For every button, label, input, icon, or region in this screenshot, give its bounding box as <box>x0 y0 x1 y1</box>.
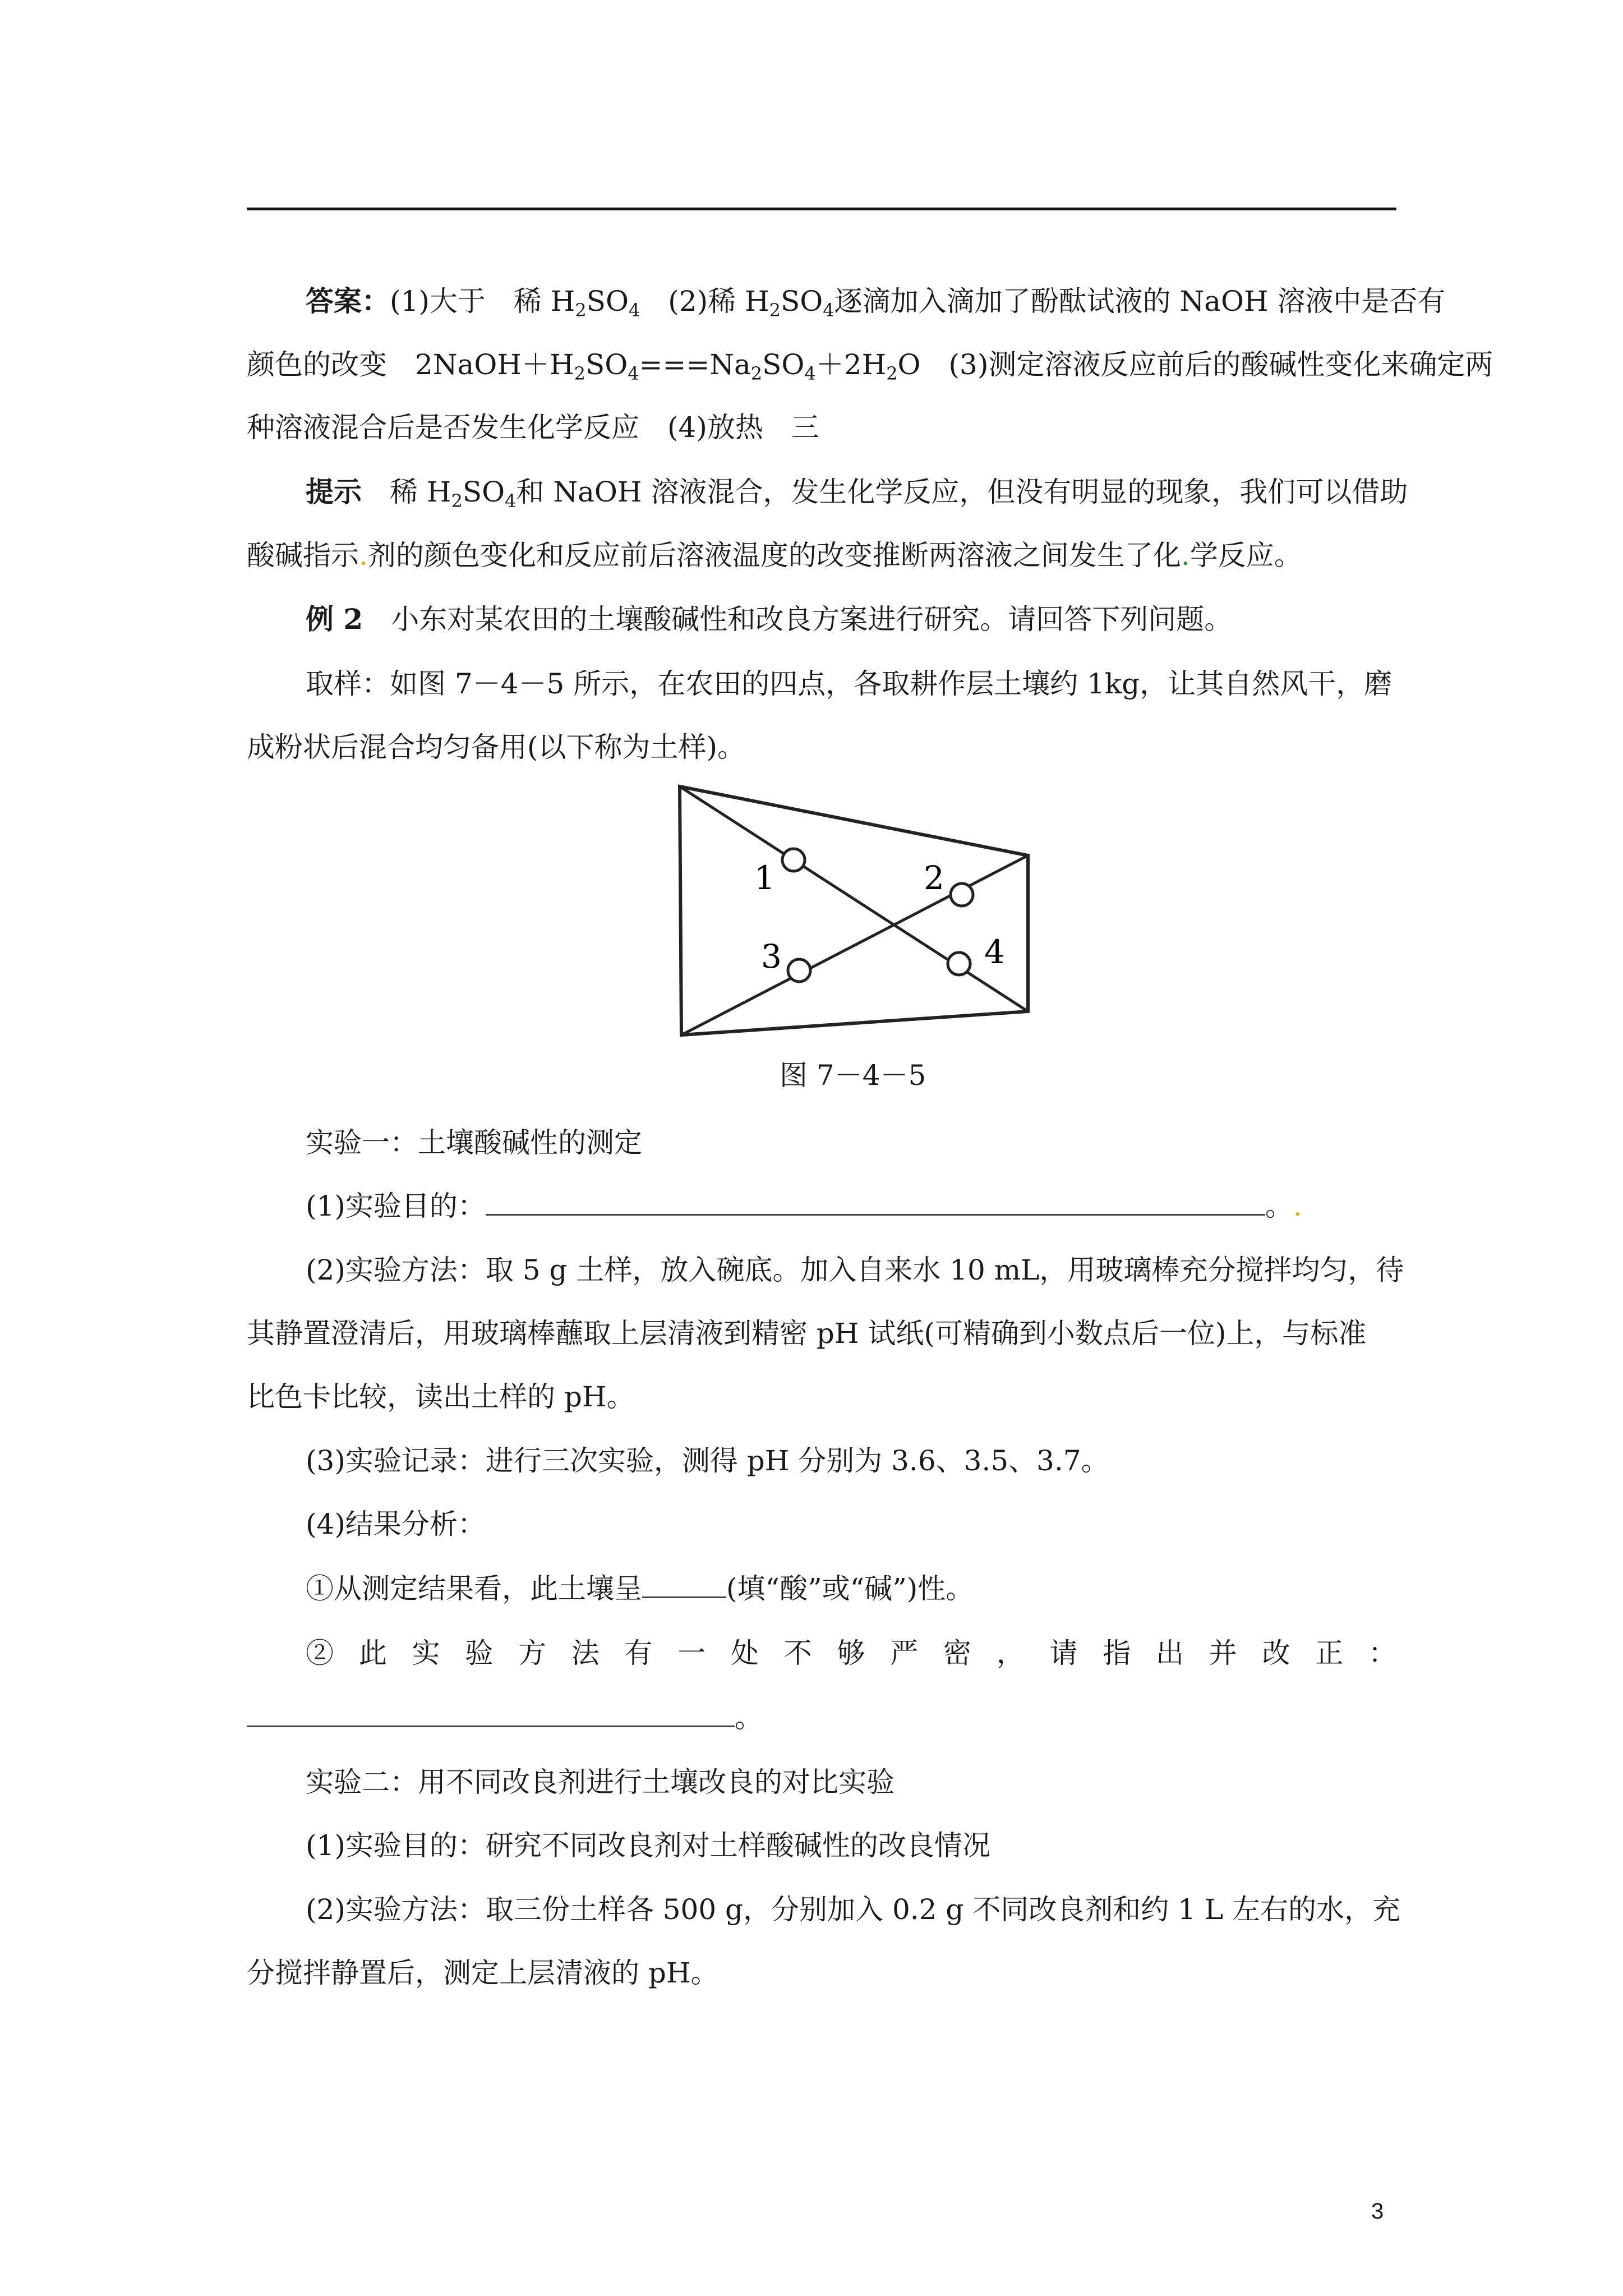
answer-label: 答案： <box>306 284 390 318</box>
sampling-line-1: 取样：如图 7－4－5 所示，在农田的四点，各取耕作层土壤约 1kg，让其自然风干，磨 <box>306 668 1393 700</box>
exp1-method-1: (2)实验方法：取 5 g 土样，放入碗底。加入自来水 10 mL，用玻璃棒充分搅拌均匀，待 <box>306 1254 1404 1286</box>
exp1-title: 实验一：土壤酸碱性的测定 <box>306 1126 642 1159</box>
exp1-question-1: ①从测定结果看，此土壤呈 (填“酸”或“碱”)性。 <box>306 1572 974 1605</box>
tip-label: 提示 <box>306 475 362 508</box>
sample-point-2 <box>951 884 973 906</box>
answer-line-2: 颜色的改变 $2NaOH+H_2SO_4===Na_2SO_4+2H_2O$ (3)测定溶液反应前后的酸碱性变化来确定两 <box>247 348 1493 384</box>
sample-point-3 <box>788 959 810 982</box>
acid-base-blank[interactable] <box>642 1574 726 1598</box>
point-label-3: 3 <box>761 937 782 976</box>
example-heading: 例 2 小东对某农田的土壤酸碱性和改良方案进行研究。请回答下列问题。 <box>306 602 1233 636</box>
exp1-record: (3)实验记录：进行三次实验，测得 pH 分别为 3.6、3.5、3.7。 <box>306 1444 1109 1477</box>
answer-line-1: 答案：(1)大于 稀 $H_2SO_4$ (2)稀 $H_2SO_4$逐滴加入滴加了酚酞试液的 NaOH 溶液中是否有 <box>306 284 1446 321</box>
point-label-2: 2 <box>924 859 944 897</box>
header-rule <box>247 208 1396 210</box>
point-label-1: 1 <box>754 859 775 897</box>
sample-point-1 <box>782 849 805 871</box>
example-label: 例 2 <box>306 602 363 636</box>
exp2-title: 实验二：用不同改良剂进行土壤改良的对比实验 <box>306 1766 895 1798</box>
answer-line-3: 种溶液混合后是否发生化学反应 (4)放热 三 <box>247 411 819 444</box>
figure-caption: 图 7－4－5 <box>780 1059 926 1092</box>
exp1-method-3: 比色卡比较，读出土样的 pH。 <box>247 1381 635 1413</box>
exp1-purpose: (1)实验目的： 。. <box>306 1190 1302 1222</box>
field-diagram <box>665 783 1040 1041</box>
tip-line-2: 酸碱指示.剂的颜色变化和反应前后溶液温度的改变推断两溶液之间发生了化.学反应。 <box>247 539 1302 572</box>
field-outline <box>680 786 1028 1035</box>
exp1-analysis: (4)结果分析： <box>306 1508 486 1540</box>
correction-answer-blank[interactable] <box>247 1703 735 1727</box>
diagonal-2 <box>681 855 1028 1035</box>
sampling-line-2: 成粉状后混合均匀备用(以下称为土样)。 <box>247 731 746 763</box>
point-label-4: 4 <box>984 933 1005 971</box>
exp2-method-1: (2)实验方法：取三份土样各 500 g，分别加入 0.2 g 不同改良剂和约 1 L 左右的水，充 <box>306 1893 1400 1926</box>
exp1-question-2-answer: 。 <box>247 1700 1396 1736</box>
sample-point-4 <box>948 953 970 975</box>
exp2-purpose: (1)实验目的：研究不同改良剂对土样酸碱性的改良情况 <box>306 1829 990 1862</box>
tip-line-1: 提示 稀 $H_2SO_4$和 NaOH 溶液混合，发生化学反应，但没有明显的现象，我们可以借助 <box>306 475 1408 512</box>
page-number: 3 <box>1371 2199 1384 2224</box>
exp2-method-2: 分搅拌静置后，测定上层清液的 pH。 <box>247 1957 719 1989</box>
purpose-answer-blank[interactable] <box>486 1191 1265 1216</box>
exp1-method-2: 其静置澄清后，用玻璃棒蘸取上层清液到精密 pH 试纸(可精确到小数点后一位)上，与标准 <box>247 1317 1367 1350</box>
exp1-question-2: ②此实验方法有一处不够严密，请指出并改正： <box>306 1637 1396 1669</box>
